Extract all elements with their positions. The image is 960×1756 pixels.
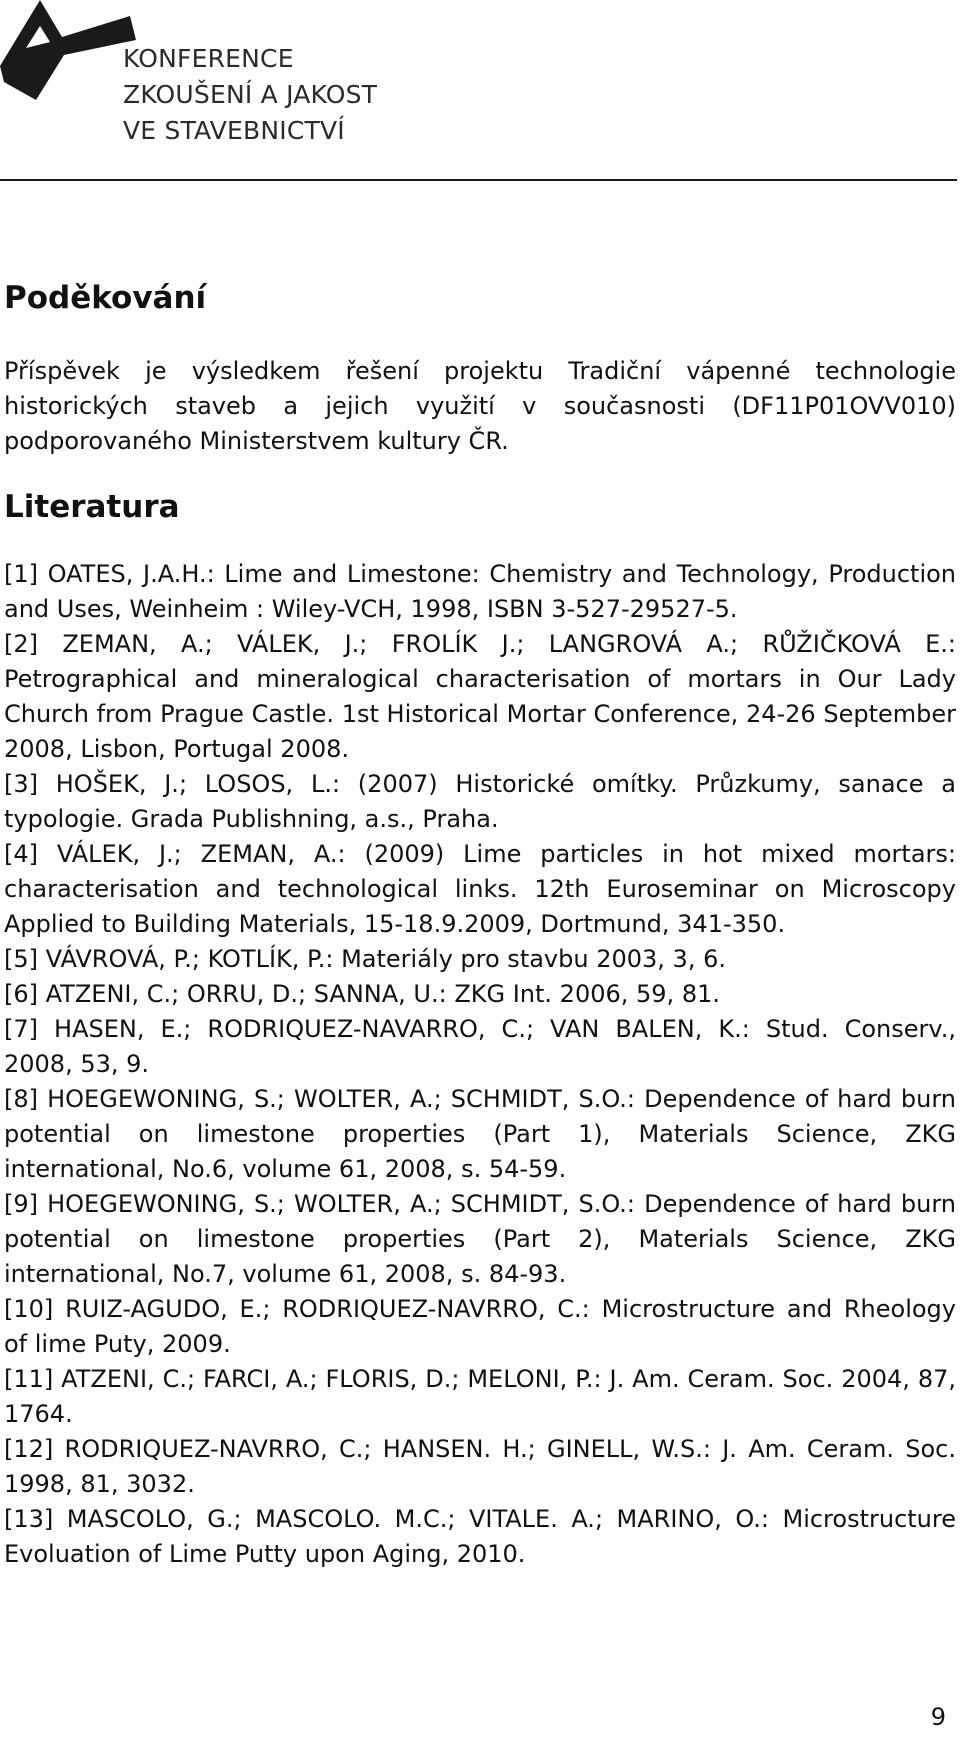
reference-item: [9] HOEGEWONING, S.; WOLTER, A.; SCHMIDT, S.O.: Dependence of hard burn potential on limestone properties (Part 2), Materials Science, ZKG international, No.7, volume 61, 2008, s. 84-93.	[4, 1190, 956, 1288]
logo-line-3: VE STAVEBNICTVÍ	[123, 116, 345, 145]
header-divider	[0, 179, 957, 181]
page-content	[4, 268, 956, 1572]
reference-item: [4] VÁLEK, J.; ZEMAN, A.: (2009) Lime particles in hot mixed mortars: characterisation and technological links. 12th Euroseminar on Microscopy Applied to Building Materials, 15-18.9.2009, Dortmund, 341-350.	[4, 840, 956, 938]
acknowledgement-heading: Poděkování	[4, 280, 207, 316]
reference-item: [1] OATES, J.A.H.: Lime and Limestone: Chemistry and Technology, Production and Uses, Weinheim : Wiley-VCH, 1998, ISBN 3-527-29527-5.	[4, 560, 956, 623]
acknowledgement-text: Příspěvek je výsledkem řešení projektu Tradiční vápenné technologie historických staveb a jejich využití v současnosti (DF11P01OVV010) podporovaného Ministerstvem kultury ČR.	[4, 357, 956, 455]
reference-item: [3] HOŠEK, J.; LOSOS, L.: (2007) Historické omítky. Průzkumy, sanace a typologie. Grada Publishning, a.s., Praha.	[4, 770, 956, 833]
logo-line-1: KONFERENCE	[123, 44, 294, 73]
page-number: 9	[930, 1703, 946, 1731]
reference-item: [12] RODRIQUEZ-NAVRRO, C.; HANSEN. H.; GINELL, W.S.: J. Am. Ceram. Soc. 1998, 81, 3032.	[4, 1435, 956, 1498]
reference-item: [8] HOEGEWONING, S.; WOLTER, A.; SCHMIDT, S.O.: Dependence of hard burn potential on limestone properties (Part 1), Materials Science, ZKG international, No.6, volume 61, 2008, s. 54-59.	[4, 1085, 956, 1183]
reference-item: [13] MASCOLO, G.; MASCOLO. M.C.; VITALE. A.; MARINO, O.: Microstructure Evoluation of Lime Putty upon Aging, 2010.	[4, 1505, 956, 1568]
logo-line-2: ZKOUŠENÍ A JAKOST	[123, 80, 378, 109]
page-header	[0, 0, 960, 182]
reference-item: [11] ATZENI, C.; FARCI, A.; FLORIS, D.; MELONI, P.: J. Am. Ceram. Soc. 2004, 87, 1764.	[4, 1365, 956, 1428]
reference-item: [2] ZEMAN, A.; VÁLEK, J.; FROLÍK J.; LANGROVÁ A.; RŮŽIČKOVÁ E.: Petrographical and mineralogical characterisation of mortars in Our Lady Church from Prague Castle. 1st Historical Mortar Conference, 24-26 September 2008, Lisbon, Portugal 2008.	[4, 630, 956, 763]
reference-item: [6] ATZENI, C.; ORRU, D.; SANNA, U.: ZKG Int. 2006, 59, 81.	[4, 980, 720, 1008]
reference-item: [5] VÁVROVÁ, P.; KOTLÍK, P.: Materiály pro stavbu 2003, 3, 6.	[4, 945, 726, 973]
reference-item: [7] HASEN, E.; RODRIQUEZ-NAVARRO, C.; VAN BALEN, K.: Stud. Conserv., 2008, 53, 9.	[4, 1015, 956, 1078]
reference-list	[4, 557, 956, 1572]
reference-item: [10] RUIZ-AGUDO, E.; RODRIQUEZ-NAVRRO, C.: Microstructure and Rheology of lime Puty, 2009.	[4, 1295, 956, 1358]
literature-heading: Literatura	[4, 489, 180, 525]
conference-name	[123, 41, 377, 149]
